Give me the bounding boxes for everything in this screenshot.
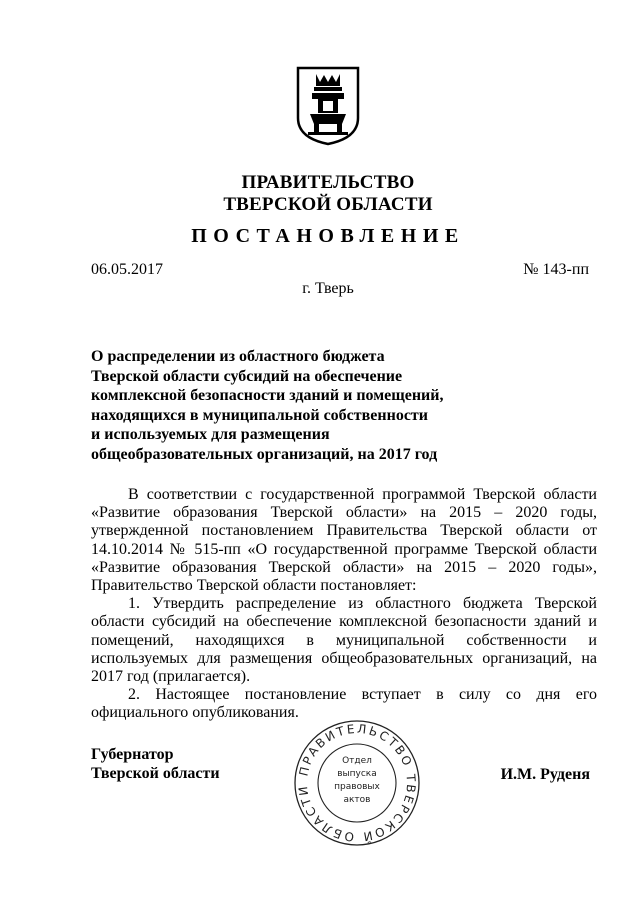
title-line: находящихся в муниципальной собственности [91,406,428,424]
signatory-name: И.М. Руденя [500,766,590,783]
stamp-center-line: Отдел [342,756,372,766]
stamp-center-line: актов [343,795,371,805]
org-name-line2: ТВЕРСКОЙ ОБЛАСТИ [223,194,433,215]
body-paragraph-preamble: В соответствии с государственной программой Тверской области «Развитие образования Тверской области» на 2015 – 2020 годы, утвержденной постановлением Правительства Тверской области от 14.10.2014 № 515-пп «О государственной программе Тверской области «Развитие образования Тверской области» на 2015 – 2020 годы», Правительство Тверской области постановляет: [91,486,597,595]
body-paragraph-2: 2. Настоящее постановление вступает в силу со дня его официального опубликования. [91,686,597,722]
stamp-center-line: выпуска [337,769,377,779]
position-line1: Губернатор [91,746,174,763]
document-city: г. Тверь [302,280,354,297]
stamp-center-line: правовых [334,782,380,792]
position-line2: Тверской области [91,765,220,782]
title-line: общеобразовательных организаций, на 2017 год [91,445,438,463]
title-line: О распределении из областного бюджета [91,348,385,365]
document-title [91,347,451,464]
title-line: Тверской области субсидий на обеспечение [91,367,403,385]
signatory-position [91,745,220,783]
tver-coat-of-arms-icon [296,66,360,146]
title-line: и используемых для размещения [91,426,330,443]
stamp-ring-text: ПРАВИТЕЛЬСТВО ТВЕРСКОЙ ОБЛАСТИ [295,721,419,845]
document-body [91,486,597,723]
title-line: комплексной безопасности зданий и помещений, [91,387,444,404]
document-type: ПОСТАНОВЛЕНИЕ [191,225,465,247]
document-date: 06.05.2017 [91,261,163,278]
body-paragraph-1: 1. Утвердить распределение из областного бюджета Тверской области субсидий на обеспечение комплексной безопасности зданий и помещений, находящихся в муниципальной собственности и используемых для размещения общеобразовательных организаций, на 2017 год (прилагается). [91,595,597,686]
org-name-line1: ПРАВИТЕЛЬСТВО [241,172,415,193]
document-number: № 143-пп [523,261,589,278]
official-stamp [292,718,422,848]
